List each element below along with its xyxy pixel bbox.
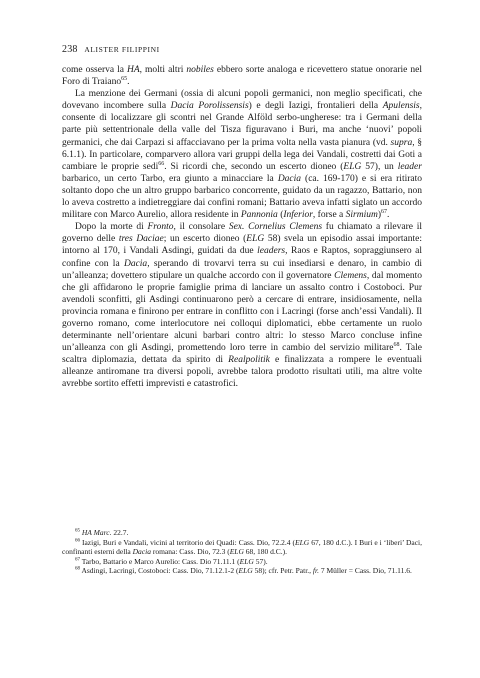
running-author: ALISTER FILIPPINI bbox=[84, 45, 160, 54]
footnote-ref-67: 67 bbox=[381, 208, 388, 215]
paragraph-2: La menzione dei Germani (ossia di alcuni popoli germanici, non meglio specificati, che dovevano incombere sulla Dacia Porolissensis) e degli Iazigi, frontalieri della Apulensis, consente di localizzare gli scontri nel Grande Alföld serbo-ungherese: tra i Germani della parte più settentrionale della valle del Tisza figuravano i Buri, ma anche ‘nuovi’ popoli germanici, che dai Carpazi si affacciavano per la prima volta nella vasta pianura (vd. supra, § 6.1.1). In particolare, comparvero allora vari gruppi della lega dei Vandali, costretti dai Goti a cambiare le proprie sedi$^{66}$. Si ricordi che, secondo un escerto dioneo (ELG 57), un leader barbarico, un certo Tarbo, era giunto a minacciare la Dacia (ca. 169-170) e si era ritirato soltanto dopo che un altro gruppo barbarico concorrente, guidato da un ragazzo, Battario, non lo aveva costretto a indietreggiare dai confini romani; Battario aveva infatti siglato un accordo militare con Marco Aurelio, allora residente in Pannonia (Inferior, forse a Sirmium)$^{67}$. bbox=[62, 89, 423, 221]
footnote-ref-68: 68 bbox=[393, 342, 400, 348]
paragraph-3: Dopo la morte di Fronto, il consolare Sex. Cornelius Clemens fu chiamato a rilevare il governo delle tres Daciae; un escerto dioneo (ELG 58) svela un episodio assai importante: intorno al 170, i Vandali Asdingi, guidati da due leaders, Raos e Raptos, sopraggiunsero al confine con la Dacia, sperando di trovarvi terra su cui insediarsi e denaro, in cambio di un’alleanza; dovettero stipulare un qualche accordo con il governatore Clemens, dal momento che gli affidarono le proprie famiglie prima di lanciare un assalto contro i Costoboci. Pur avendoli sconfitti, gli Asdingi continuarono però a cercare di entrare, insidiosamente, nella provincia romana e finirono per entrare in conflitto con i Lacringi (forse anch’essi Vandali). Il governo romano, come interlocutore nei colloqui diplomatici, ebbe certamente un ruolo determinante nell’orientare alcuni barbari contro altri: lo stesso Marco concluse infine un’alleanza con gli Asdingi, promettendo loro terre in cambio del servizio militare$^{68}$. Tale scaltra diplomazia, dettata da spirito di Realpolitik e finalizzata a rompere le eventuali alleanze antiromane tra diversi popoli, avrebbe talora prodotto risultati utili, ma altre volte avrebbe sortito effetti imprevisti e catastrofici. bbox=[62, 222, 423, 390]
paragraph-1: come osserva la HA, molti altri nobiles ebbero sorte analoga e ricevettero statue onorarie nel Foro di Traiano$^{65}$. bbox=[62, 65, 423, 88]
footnote-65: $^{65}$ HA Marc. 22.7. bbox=[75, 528, 129, 537]
footnote-ref-66: 66 bbox=[158, 160, 165, 167]
footnote-68: $^{68}$ Asdingi, Lacringi, Costoboci: Cass. Dio, 71.12.1-2 (ELG 58); cfr. Petr. Patr., fr. 7 Müller = Cass. Dio, 71.11.6. bbox=[75, 566, 412, 576]
footnote-ref-65: 65 bbox=[121, 75, 128, 82]
footnote-67: $^{67}$ Tarbo, Battario e Marco Aurelio: Cass. Dio 71.11.1 (ELG 57). bbox=[75, 556, 268, 566]
main-text bbox=[62, 64, 422, 391]
footnote-66: $^{66}$ Iazigi, Buri e Vandali, vicini al territorio dei Quadi: Cass. Dio, 72.2.4 (ELG 67, 180 d.C.). I Buri e i ‘liberi’ Daci, confinanti esterni della Dacia romana: Cass. Dio, 72.3 (ELG 68, 180 d.C.). bbox=[62, 537, 423, 557]
page-number: 238 bbox=[62, 44, 78, 55]
footnotes bbox=[62, 528, 422, 576]
running-header bbox=[62, 44, 160, 55]
